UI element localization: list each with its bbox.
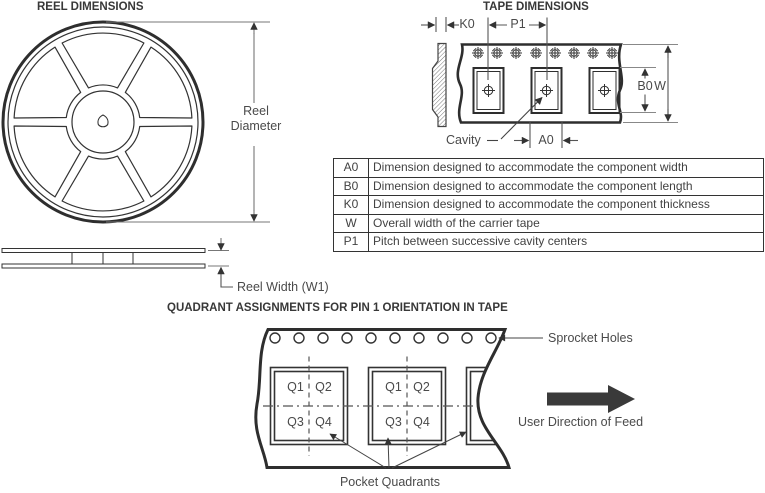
pocket2-q2: Q2 [413, 379, 430, 394]
reel-diameter-label-line1: Reel [243, 104, 269, 118]
reel-width-dimension [208, 238, 233, 287]
a0-label: A0 [538, 133, 554, 147]
pocket2-q1: Q1 [385, 379, 402, 394]
reel-diameter-label-line2: Diameter [230, 118, 282, 133]
dim-description: Pitch between successive cavity centers [369, 233, 764, 252]
dim-description: Dimension designed to accommodate the component thickness [369, 196, 764, 215]
dim-code: B0 [334, 177, 369, 196]
pocket1-q4: Q4 [315, 414, 332, 429]
pocket-quadrants-label: Pocket Quadrants [339, 475, 441, 489]
reel-width-label: Reel Width (W1) [237, 279, 329, 294]
table-row [334, 233, 764, 252]
pocket1-q1: Q1 [287, 379, 304, 394]
dimension-table [333, 158, 764, 252]
dim-code: P1 [334, 233, 369, 252]
reel-dimensions-title: REEL DIMENSIONS [37, 1, 144, 13]
k0-label: K0 [459, 17, 475, 31]
carrier-tape-top-view [458, 45, 622, 123]
pocket2-q4: Q4 [413, 414, 430, 429]
p1-label: P1 [510, 17, 526, 31]
table-row [334, 196, 764, 215]
reel-front-view [3, 22, 203, 222]
tape-dimensions-title: TAPE DIMENSIONS [483, 1, 589, 13]
dim-description: Dimension designed to accommodate the component length [369, 177, 764, 196]
pocket2-q3: Q3 [385, 414, 402, 429]
dim-code: K0 [334, 196, 369, 215]
sprocket-holes-label: Sprocket Holes [548, 330, 633, 345]
dim-description: Dimension designed to accommodate the component width [369, 159, 764, 178]
quadrant-title: QUADRANT ASSIGNMENTS FOR PIN 1 ORIENTATION IN TAPE [167, 302, 508, 314]
feed-direction-label: User Direction of Feed [518, 415, 644, 429]
dim-code: A0 [334, 159, 369, 178]
table-row [334, 214, 764, 233]
dim-code: W [334, 214, 369, 233]
quadrant-tape [256, 330, 544, 468]
table-row [334, 177, 764, 196]
w-label: W [654, 78, 666, 93]
cavity-label: Cavity [446, 133, 481, 147]
reel-hub [72, 91, 134, 153]
pocket1-q2: Q2 [315, 379, 332, 394]
reel-side-view [2, 249, 205, 269]
dim-description: Overall width of the carrier tape [369, 214, 764, 233]
feed-direction-arrow [547, 385, 635, 413]
b0-label: B0 [637, 78, 653, 93]
pocket1-q3: Q3 [287, 414, 304, 429]
tape-side-profile [433, 44, 447, 127]
table-row [334, 159, 764, 178]
